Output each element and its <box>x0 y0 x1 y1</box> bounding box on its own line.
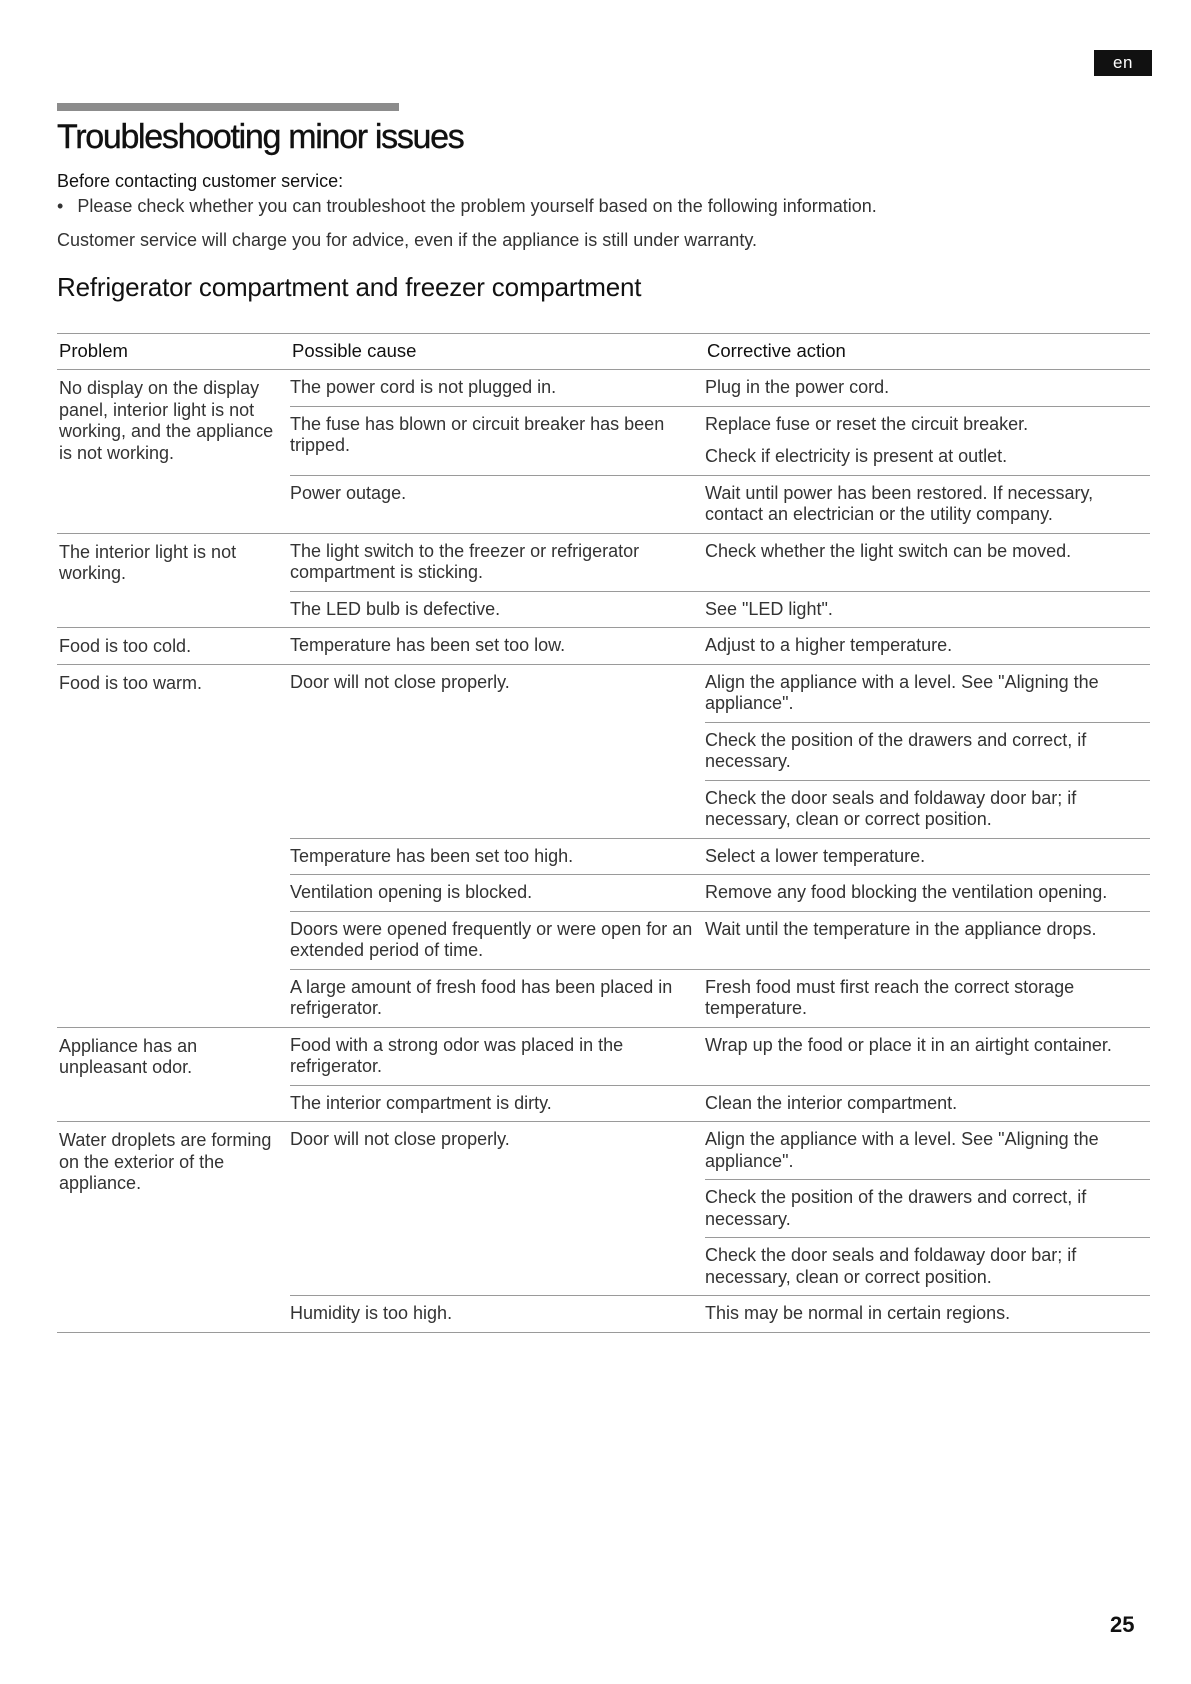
actions-cell <box>697 1296 1150 1332</box>
corrective-action: See "LED light". <box>705 598 833 619</box>
causes-column <box>290 628 1150 664</box>
corrective-action: Check the position of the drawers and correct, if necessary. <box>705 1179 1150 1237</box>
language-badge: en <box>1094 50 1152 76</box>
cause-cell: Door will not close properly. <box>290 1129 510 1149</box>
corrective-action: Check whether the light switch can be moved. <box>705 540 1072 561</box>
corrective-action: Remove any food blocking the ventilation opening. <box>705 882 1108 902</box>
corrective-action: Adjust to a higher temperature. <box>705 635 953 655</box>
table-row-group <box>57 370 1150 533</box>
actions-cell <box>697 970 1150 1027</box>
table-row <box>290 475 1150 533</box>
actions-cell <box>697 1086 1150 1122</box>
table-header-row <box>57 334 1150 370</box>
actions-cell <box>697 476 1150 533</box>
page-number: 25 <box>1110 1612 1135 1637</box>
problem-cell: Food is too warm. <box>59 672 203 693</box>
header-corrective-action: Corrective action <box>707 340 846 361</box>
corrective-action: Clean the interior compartment. <box>705 1092 958 1113</box>
cause-cell: The fuse has blown or circuit breaker has been tripped. <box>290 413 665 455</box>
actions-cell <box>697 839 1150 875</box>
actions-cell <box>697 912 1150 969</box>
table-row <box>290 1122 1150 1295</box>
table-row <box>290 591 1150 628</box>
actions-cell <box>697 665 1150 838</box>
corrective-action: Align the appliance with a level. See "Aligning the appliance". <box>705 1129 1099 1171</box>
page-title: Troubleshooting minor issues <box>57 118 464 156</box>
corrective-action: Replace fuse or reset the circuit breaker. <box>705 413 1029 434</box>
corrective-action: Wait until the temperature in the appliance drops. <box>705 918 1097 939</box>
table-row <box>290 969 1150 1027</box>
causes-column <box>290 1028 1150 1122</box>
corrective-action: Align the appliance with a level. See "Aligning the appliance". <box>705 671 1099 713</box>
cause-cell: The power cord is not plugged in. <box>290 377 557 397</box>
table-row <box>290 534 1150 591</box>
actions-cell <box>697 592 1150 628</box>
table-row-group <box>57 533 1150 628</box>
causes-column <box>290 1122 1150 1332</box>
table-row <box>290 1028 1150 1085</box>
cause-cell: Temperature has been set too high. <box>290 845 574 866</box>
corrective-action: Check the door seals and foldaway door bar; if necessary, clean or correct position. <box>705 780 1150 838</box>
cause-cell: Doors were opened frequently or were open for an extended period of time. <box>290 918 693 960</box>
table-row <box>290 628 1150 664</box>
troubleshooting-table <box>57 333 1150 1333</box>
cause-cell: Food with a strong odor was placed in the refrigerator. <box>290 1034 624 1076</box>
causes-column <box>290 370 1150 533</box>
table-row <box>290 406 1150 475</box>
intro-bullet-text: Please check whether you can troubleshoot the problem yourself based on the following information. <box>77 196 877 216</box>
corrective-action: Select a lower temperature. <box>705 845 926 866</box>
causes-column <box>290 534 1150 628</box>
table-row <box>290 874 1150 911</box>
intro-heading: Before contacting customer service: <box>57 171 344 191</box>
cause-cell: Humidity is too high. <box>290 1303 453 1323</box>
corrective-action: Check the position of the drawers and correct, if necessary. <box>705 722 1150 780</box>
header-possible-cause: Possible cause <box>292 340 417 361</box>
cause-cell: Door will not close properly. <box>290 671 510 692</box>
corrective-action: Check the door seals and foldaway door bar; if necessary, clean or correct position. <box>705 1237 1150 1295</box>
table-row-group <box>57 664 1150 1027</box>
actions-cell <box>697 407 1150 475</box>
header-problem: Problem <box>59 340 128 361</box>
corrective-action: Check if electricity is present at outlet. <box>705 446 1008 466</box>
cause-cell: Power outage. <box>290 482 407 503</box>
corrective-action: Plug in the power cord. <box>705 377 890 397</box>
table-row <box>290 911 1150 969</box>
actions-cell <box>697 370 1150 406</box>
section-title: Refrigerator compartment and freezer compartment <box>57 272 642 302</box>
problem-cell: Food is too cold. <box>59 636 192 656</box>
corrective-action: Wrap up the food or place it in an airtight container. <box>705 1034 1112 1055</box>
table-row-group <box>57 1121 1150 1332</box>
corrective-action: This may be normal in certain regions. <box>705 1303 1011 1323</box>
title-rule <box>57 103 399 111</box>
actions-cell <box>697 875 1150 911</box>
bullet-icon: • <box>57 196 64 216</box>
table-row <box>290 1295 1150 1332</box>
actions-cell <box>697 628 1150 664</box>
problem-cell: The interior light is not working. <box>59 541 237 583</box>
cause-cell: Ventilation opening is blocked. <box>290 882 533 902</box>
table-row-group <box>57 627 1150 664</box>
table-row <box>290 838 1150 875</box>
cause-cell: The LED bulb is defective. <box>290 598 501 619</box>
corrective-action: Wait until power has been restored. If necessary, contact an electrician or the utility company. <box>705 482 1094 524</box>
table-row <box>290 1085 1150 1122</box>
actions-cell <box>697 1028 1150 1085</box>
problem-cell: Water droplets are forming on the exterior of the appliance. <box>59 1130 272 1193</box>
cause-cell: Temperature has been set too low. <box>290 635 566 655</box>
table-body <box>57 370 1150 1332</box>
corrective-action: Fresh food must first reach the correct storage temperature. <box>705 976 1075 1018</box>
problem-cell: No display on the display panel, interior light is not working, and the appliance is not working. <box>59 378 274 463</box>
table-row <box>290 370 1150 406</box>
table-row-group <box>57 1027 1150 1122</box>
table-row <box>290 665 1150 838</box>
problem-cell: Appliance has an unpleasant odor. <box>59 1035 198 1077</box>
intro-bullet <box>57 196 877 217</box>
causes-column <box>290 665 1150 1027</box>
actions-cell <box>697 534 1150 591</box>
intro-note: Customer service will charge you for advice, even if the appliance is still under warranty. <box>57 230 757 250</box>
cause-cell: The light switch to the freezer or refrigerator compartment is sticking. <box>290 540 640 582</box>
actions-cell <box>697 1122 1150 1295</box>
cause-cell: A large amount of fresh food has been placed in refrigerator. <box>290 976 673 1018</box>
cause-cell: The interior compartment is dirty. <box>290 1092 552 1113</box>
